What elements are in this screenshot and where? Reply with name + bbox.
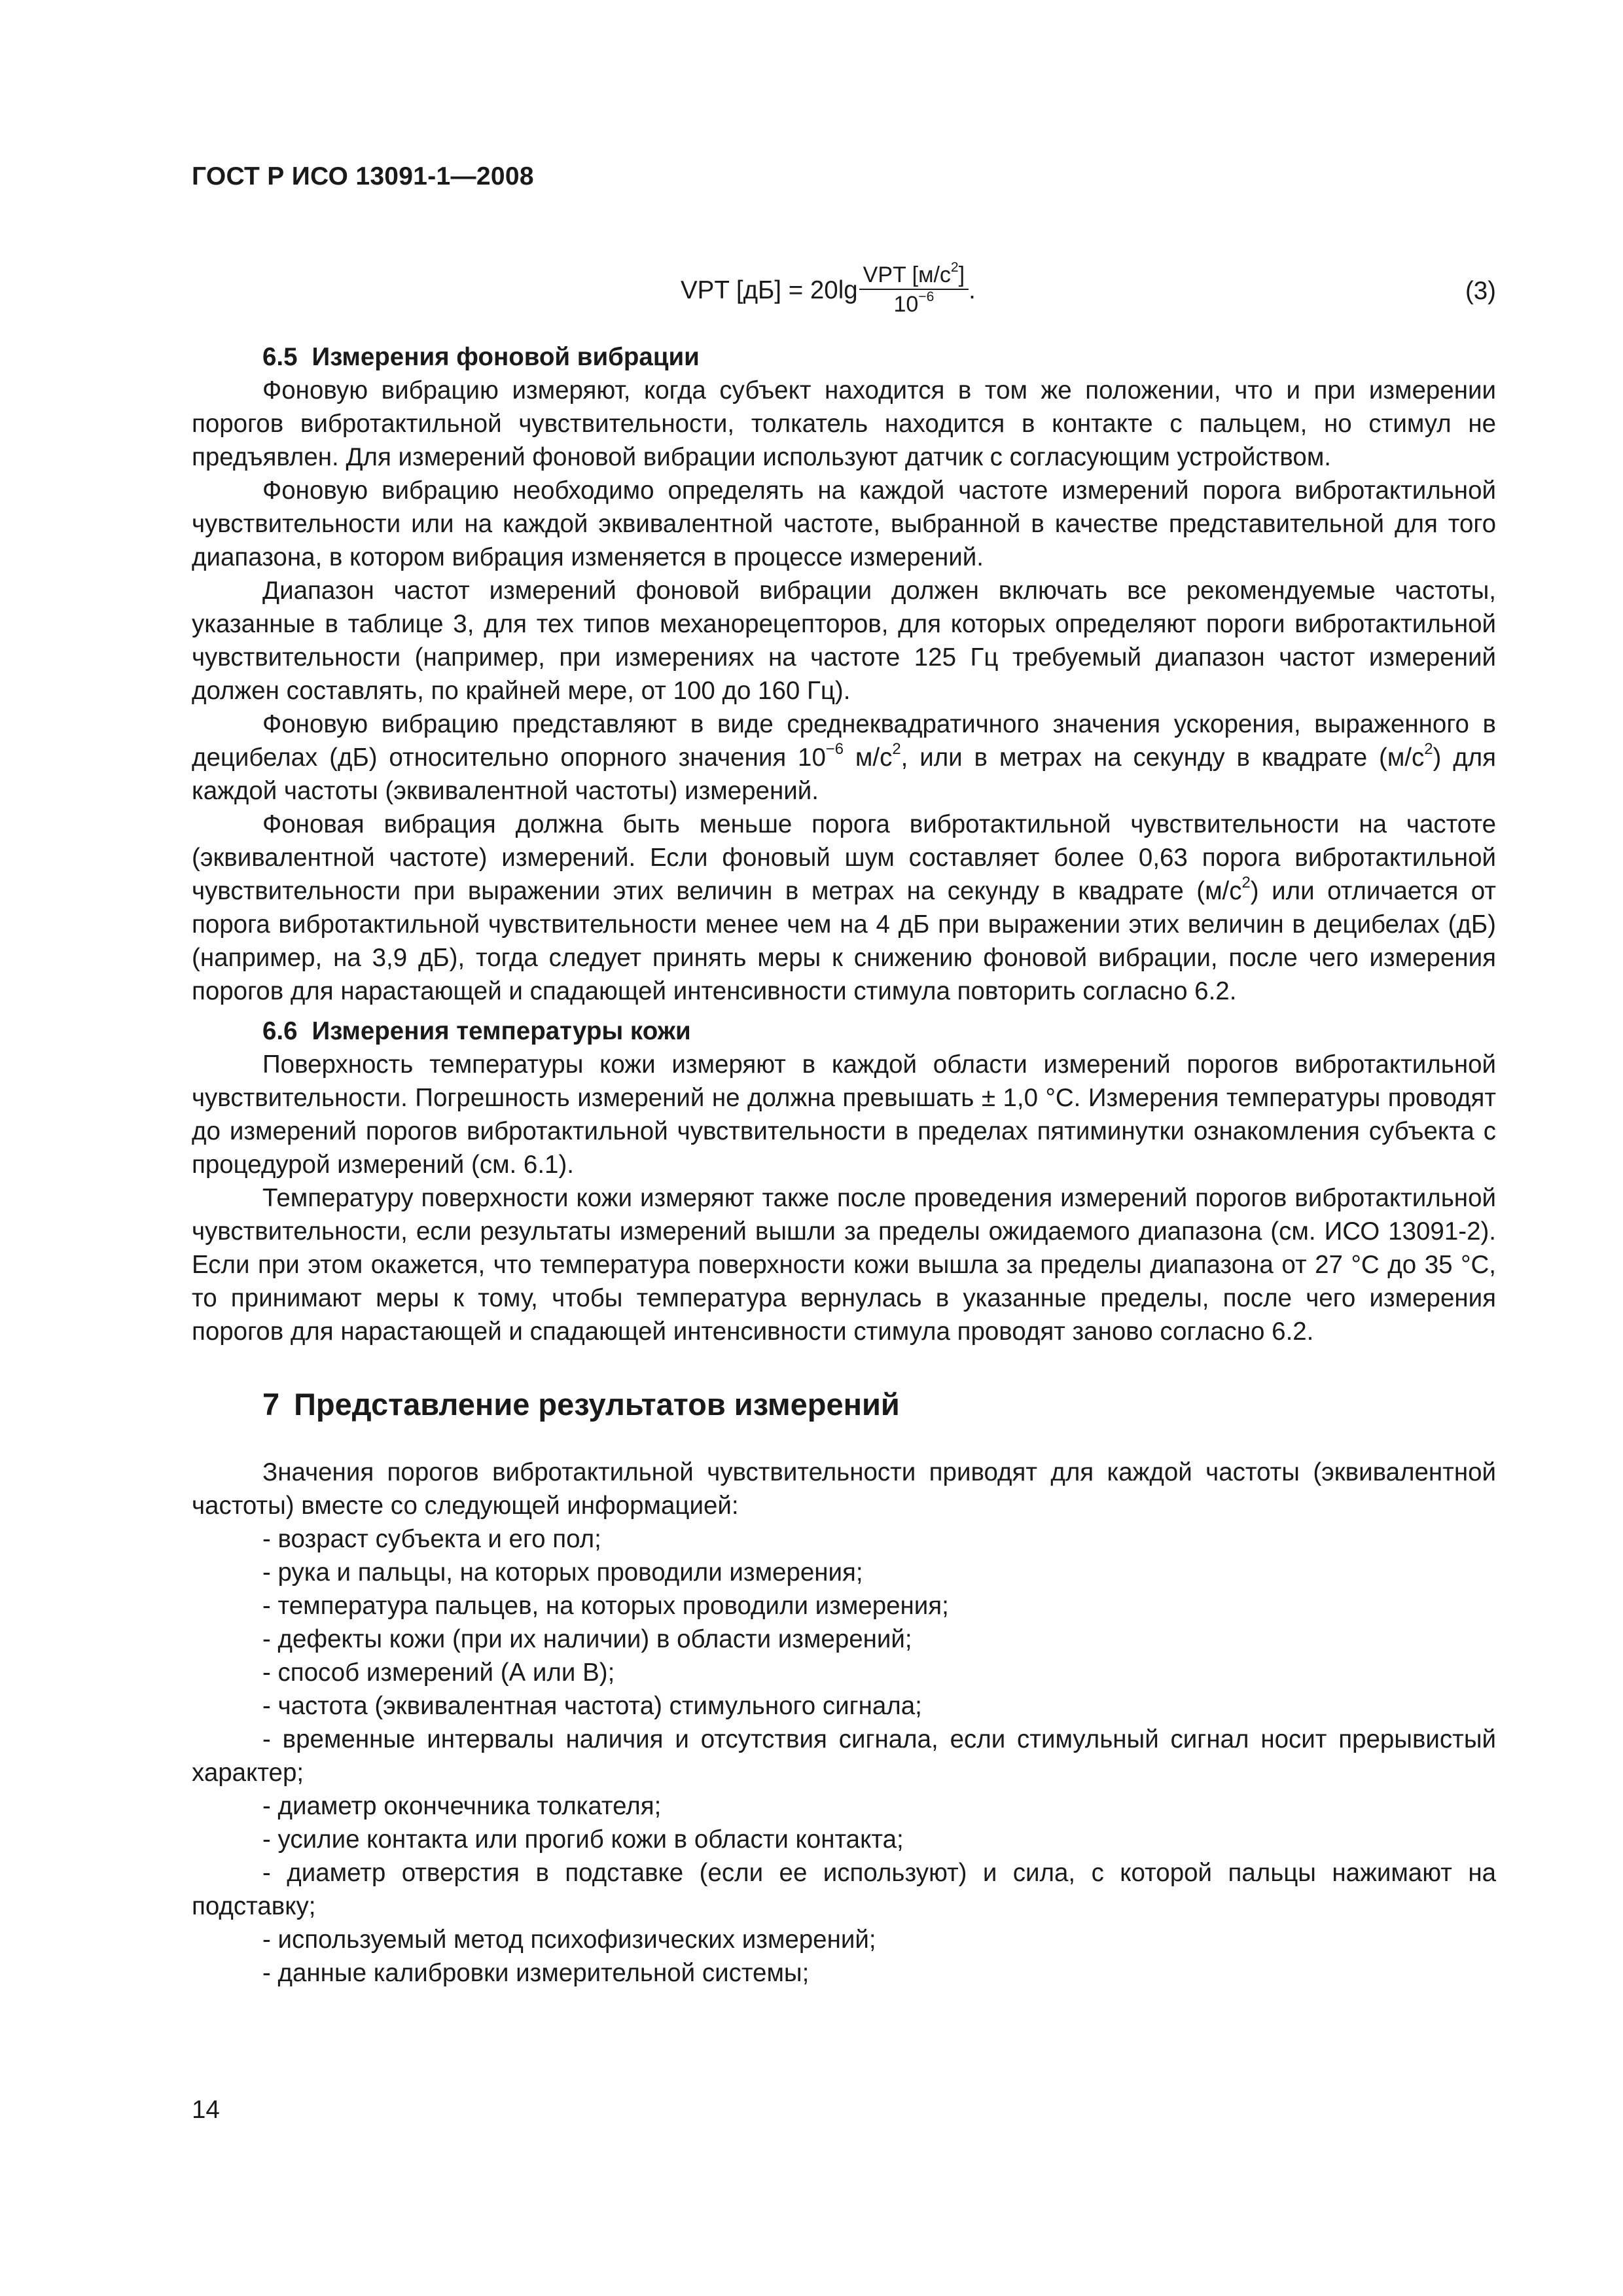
formula-number: (3): [1465, 277, 1496, 305]
list-item: - температура пальцев, на которых проводили измерения;: [192, 1589, 1496, 1623]
paragraph: Значения порогов вибротактильной чувствительности приводят для каждой частоты (эквивалентной частоты) вместе со следующей информацией:: [192, 1458, 1496, 1520]
list-item: - усилие контакта или прогиб кожи в области контакта;: [192, 1823, 1496, 1856]
formula-fraction: [859, 261, 969, 319]
page-content: [192, 249, 1496, 1990]
paragraph: Фоновую вибрацию необходимо определять на каждой частоте измерений порога вибротактильной чувствительности или на каждой эквивалентной частоте, выбранной в качестве представительной для того диапазона, в котором вибрация изменяется в процессе измерений.: [192, 476, 1496, 571]
list-item: - временные интервалы наличия и отсутствия сигнала, если стимульный сигнал носит прерывистый характер;: [192, 1723, 1496, 1789]
paragraph: Фоновая вибрация должна быть меньше порога вибротактильной чувствительности на частоте (эквивалентной частоте) измерений. Если фоновый шум составляет более 0,63 порога вибротактильной чувствительности при выражении этих величин в метрах на секунду в квадрате $(м/с^2)$ или отличается от порога вибротактильной чувствительности менее чем на 4 дБ при выражении этих величин в децибелах (дБ) (например, на 3,9 дБ), тогда следует принять меры к снижению фоновой вибрации, после чего измерения порогов для нарастающей и спадающей интенсивности стимула повторить согласно 6.2.: [192, 810, 1497, 1005]
paragraph: Поверхность температуры кожи измеряют в каждой области измерений порогов вибротактильной чувствительности. Погрешность измерений не должна превышать ± 1,0 °С. Измерения температуры проводят до измерений порогов вибротактильной чувствительности в пределах пятиминутки ознакомления субъекта с процедурой измерений (см. 6.1).: [192, 1050, 1496, 1179]
formula-lhs: VPT [дБ] = 20lg: [681, 276, 858, 304]
list-item: - диаметр отверстия в подставке (если ее используют) и сила, с которой пальцы нажимают на подставку;: [192, 1856, 1496, 1923]
paragraph: Диапазон частот измерений фоновой вибрации должен включать все рекомендуемые частоты, указанные в таблице 3, для тех типов механорецепторов, для которых определяют пороги вибротактильной чувствительности (например, при измерениях на частоте 125 Гц требуемый диапазон частот измерений должен составлять, по крайней мере, от 100 до 160 Гц).: [192, 577, 1496, 705]
formula-denominator: $10^{-6}$: [893, 289, 935, 317]
formula-tail: .: [969, 276, 976, 304]
paragraph: Фоновую вибрацию представляют в виде среднеквадратичного значения ускорения, выраженного в децибелах (дБ) относительно опорного значения $10^{-6}$ $м/с^2$, или в метрах на секунду в квадрате $(м/с^2)$ для каждой частоты (эквивалентной частоты) измерений.: [192, 710, 1496, 805]
subsection-heading-6-5: 6.5 Измерения фоновой вибрации: [262, 343, 700, 371]
paragraph: Фоновую вибрацию измеряют, когда субъект находится в том же положении, что и при измерении порогов вибротактильной чувствительности, толкатель находится в контакте с пальцем, но стимул не предъявлен. Для измерений фоновой вибрации используют датчик с согласующим устройством.: [192, 376, 1496, 471]
paragraph: Температуру поверхности кожи измеряют также после проведения измерений порогов вибротактильной чувствительности, если результаты измерений вышли за пределы ожидаемого диапазона (см. ИСО 13091-2). Если при этом окажется, что температура поверхности кожи вышла за пределы диапазона от 27 °С до 35 °С, то принимают меры к тому, чтобы температура вернулась в указанные пределы, после чего измерения порогов для нарастающей и спадающей интенсивности стимула проводят заново согласно 6.2.: [192, 1184, 1496, 1346]
list-item: - возраст субъекта и его пол;: [192, 1522, 1496, 1556]
formula-numerator: VPT $[м/с^2]$: [859, 261, 969, 290]
list-item: - дефекты кожи (при их наличии) в области измерений;: [192, 1623, 1496, 1656]
formula-expression: [681, 254, 976, 326]
list-item: - частота (эквивалентная частота) стимульного сигнала;: [192, 1689, 1496, 1723]
subsection-heading-6-6: 6.6 Измерения температуры кожи: [262, 1017, 691, 1045]
section-heading-7: 7 Представление результатов измерений: [262, 1387, 900, 1422]
list-item: - способ измерений (А или В);: [192, 1656, 1496, 1689]
list-item: - диаметр окончечника толкателя;: [192, 1789, 1496, 1823]
list-item: - данные калибровки измерительной системы;: [192, 1956, 1496, 1990]
page-number: 14: [192, 2096, 220, 2124]
formula-3: [192, 249, 1496, 334]
list-item: - используемый метод психофизических измерений;: [192, 1923, 1496, 1956]
results-info-list: [192, 1522, 1496, 1990]
document-header: ГОСТ Р ИСО 13091-1—2008: [192, 162, 534, 190]
list-item: - рука и пальцы, на которых проводили измерения;: [192, 1556, 1496, 1589]
